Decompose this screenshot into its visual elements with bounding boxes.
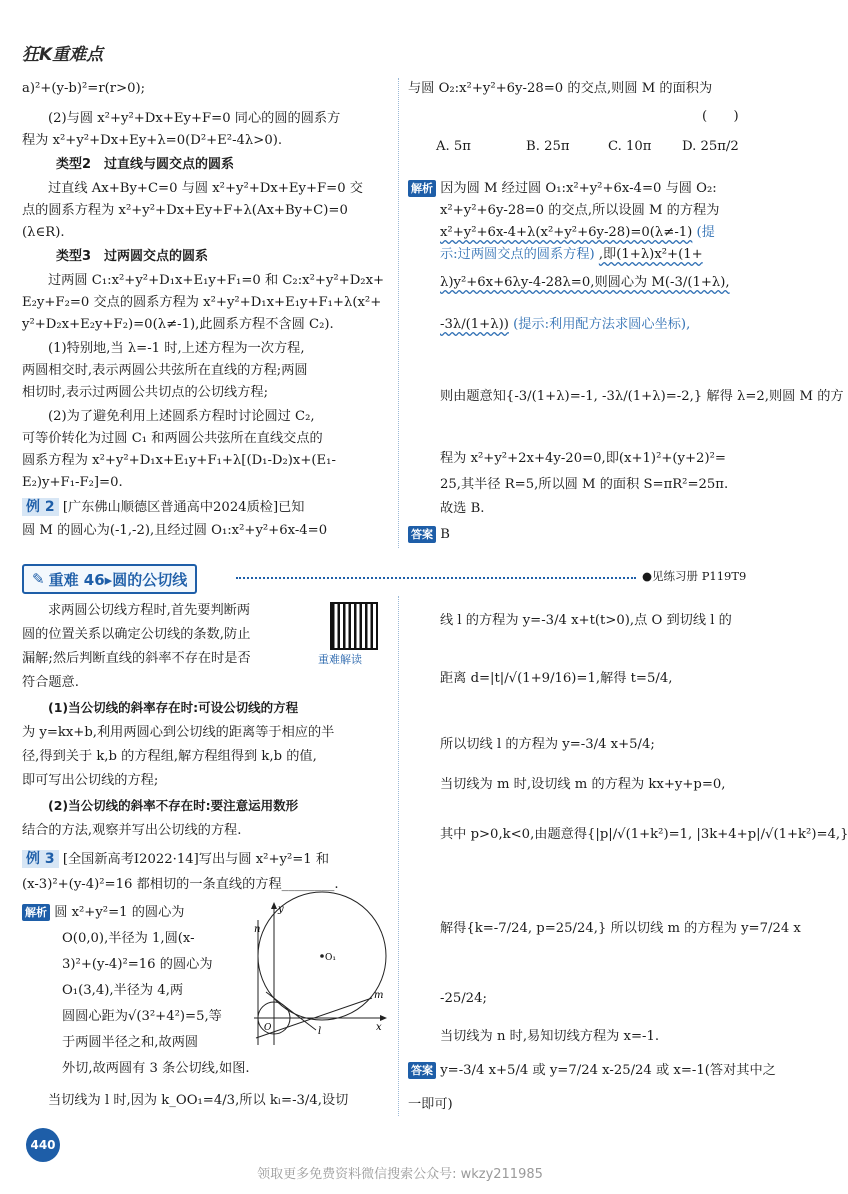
analysis-formula: -3λ/(1+λ)) <box>440 317 509 332</box>
analysis-text: 因为圆 M 经过圆 O₁:x²+y²+6x-4=0 与圆 O₂: <box>440 181 717 196</box>
option-a: A. 5π <box>436 139 471 154</box>
answer3-text: y=-3/4 x+5/4 或 y=7/24 x-25/24 或 x=-1(答对其中之 <box>440 1063 776 1078</box>
solution-line: 线 l 的方程为 y=-3/4 x+t(t>0),点 O 到切线 l 的 <box>440 613 732 628</box>
text-line: 可等价转化为过圆 C₁ 和两圆公共弦所在直线交点的 <box>22 431 323 446</box>
x-axis-arrow <box>380 1015 387 1021</box>
footer-watermark: 领取更多免费资料微信搜索公众号: wkzy211985 <box>257 1167 543 1182</box>
analysis-formula: ,即(1+λ)x²+(1+ <box>598 247 703 262</box>
text-line: 漏解;然后判断直线的斜率不存在时是否 <box>22 651 251 666</box>
label-m: m <box>374 990 384 1001</box>
label-o: O <box>264 1023 272 1033</box>
answer3-label: 答案 <box>408 1062 436 1079</box>
answer3-line <box>408 1064 776 1077</box>
analysis-label: 解析 <box>408 180 436 197</box>
example2-source: [广东佛山顺德区普通高中2024质检]已知 <box>62 500 305 515</box>
section-header <box>22 564 197 594</box>
hint-text: (提 <box>696 225 715 240</box>
answer3-line: 一即可) <box>408 1097 453 1112</box>
question-line: 与圆 O₂:x²+y²+6y-28=0 的交点,则圆 M 的面积为 <box>408 81 713 96</box>
text-line: 过直线 Ax+By+C=0 与圆 x²+y²+Dx+Ey+F=0 交 <box>48 181 363 196</box>
text-line: y²+D₂x+E₂y+F₂)=0(λ≠-1),此圆系方程不含圆 C₂). <box>22 317 334 332</box>
analysis-line <box>440 248 703 261</box>
analysis3-line: 圆圆心距为√(3²+4²)=5,等 <box>62 1009 222 1024</box>
type3-heading: 类型3 过两圆交点的圆系 <box>56 249 209 264</box>
analysis-line: 则由题意知{-3/(1+λ)=-1, -3λ/(1+λ)=-2,} 解得 λ=2,则圆 M 的方 <box>440 389 844 404</box>
section-rule <box>236 577 636 579</box>
text-line: (2)为了避免利用上述圆系方程时讨论圆过 C₂, <box>48 409 315 424</box>
text-line: 圆系方程为 x²+y²+D₁x+E₁y+F₁+λ[(D₁-D₂)x+(E₁- <box>22 453 336 468</box>
analysis3-label: 解析 <box>22 904 50 921</box>
analysis3-line: 于两圆半径之和,故两圆 <box>62 1035 199 1050</box>
section-icon: ✎ <box>32 570 45 588</box>
text-line: 两圆相交时,表示两圆公共弦所在直线的方程;两圆 <box>22 363 308 378</box>
hint-text: (提示:利用配方法求圆心坐标), <box>513 317 691 332</box>
solution-line: 当切线为 m 时,设切线 m 的方程为 kx+y+p=0, <box>440 777 726 792</box>
analysis-line: 故选 B. <box>440 501 485 516</box>
analysis3-line <box>22 906 184 919</box>
analysis-line: λ)y²+6x+6λy-4-28λ=0,则圆心为 M(-3/(1+λ), <box>440 275 730 290</box>
label-x: x <box>376 1022 382 1033</box>
analysis3-line: 3)²+(y-4)²=16 的圆心为 <box>62 957 213 972</box>
text-line: 圆的位置关系以确定公切线的条数,防止 <box>22 627 251 642</box>
text-line: (λ∈R). <box>22 225 65 240</box>
analysis-line <box>408 182 717 195</box>
qr-caption: 重难解读 <box>318 653 362 666</box>
text-line: a)²+(y-b)²=r(r>0); <box>22 81 146 96</box>
analysis-formula: x²+y²+6x-4+λ(x²+y²+6y-28)=0(λ≠-1) <box>440 225 693 240</box>
text-line: (2)当公切线的斜率不存在时:要注意运用数形 <box>48 798 299 813</box>
solution-line: 所以切线 l 的方程为 y=-3/4 x+5/4; <box>440 737 655 752</box>
example2-label: 例 2 <box>22 498 59 516</box>
analysis-line: 程为 x²+y²+2x+4y-20=0,即(x+1)²+(y+2)²= <box>440 451 726 466</box>
option-b: B. 25π <box>526 139 570 154</box>
text-line: E₂)y+F₁-F₂]=0. <box>22 475 123 490</box>
example2-line1 <box>22 500 305 514</box>
label-y: y <box>278 904 284 915</box>
answer-label: 答案 <box>408 526 436 543</box>
page-number: 440 <box>26 1128 60 1162</box>
analysis3-line: O₁(3,4),半径为 4,两 <box>62 983 184 998</box>
option-c: C. 10π <box>608 139 652 154</box>
analysis3-line: O(0,0),半径为 1,圆(x- <box>62 931 195 946</box>
text-line: 符合题意. <box>22 675 79 690</box>
text-line: 径,得到关于 k,b 的方程组,解方程组得到 k,b 的值, <box>22 749 317 764</box>
answer-paren: ( ) <box>702 109 739 124</box>
solution-line: 解得{k=-7/24, p=25/24,} 所以切线 m 的方程为 y=7/24 x <box>440 921 801 936</box>
example3-line1 <box>22 852 329 866</box>
y-axis-arrow <box>271 902 277 909</box>
text-line: (1)特别地,当 λ=-1 时,上述方程为一次方程, <box>48 341 305 356</box>
solution-line: 距离 d=|t|/√(1+9/16)=1,解得 t=5/4, <box>440 671 673 686</box>
text-line: (2)与圆 x²+y²+Dx+Ey+F=0 同心的圆的圆系方 <box>48 111 341 126</box>
label-n: n <box>254 924 261 935</box>
example2-line2: 圆 M 的圆心为(-1,-2),且经过圆 O₁:x²+y²+6x-4=0 <box>22 523 328 538</box>
analysis3-line: 当切线为 l 时,因为 k_OO₁=4/3,所以 kₗ=-3/4,设切 <box>48 1093 349 1108</box>
qr-code[interactable] <box>330 602 378 650</box>
header-logo: 狂K重难点 <box>22 45 104 65</box>
text-line: 即可写出公切线的方程; <box>22 773 159 788</box>
text-line: 为 y=kx+b,利用两圆心到公切线的距离等于相应的半 <box>22 725 335 740</box>
example3-source: [全国新高考Ⅰ2022·14]写出与圆 x²+y²=1 和 <box>62 852 330 867</box>
tangent-circles-figure <box>252 900 390 1050</box>
label-l: l <box>318 1026 322 1037</box>
analysis-line <box>440 226 715 239</box>
text-line: 过两圆 C₁:x²+y²+D₁x+E₁y+F₁=0 和 C₂:x²+y²+D₂x+ <box>48 273 385 288</box>
analysis-line: x²+y²+6y-28=0 的交点,所以设圆 M 的方程为 <box>440 203 720 218</box>
analysis3-line: 外切,故两圆有 3 条公切线,如图. <box>62 1061 250 1076</box>
type2-heading: 类型2 过直线与圆交点的圆系 <box>56 157 235 172</box>
answer-value: B <box>440 527 450 542</box>
text-line: 程为 x²+y²+Dx+Ey+λ=0(D²+E²-4λ>0). <box>22 133 283 148</box>
column-divider <box>398 596 399 1116</box>
section-title: 重难 46▸圆的公切线 <box>48 570 188 589</box>
solution-line: 当切线为 n 时,易知切线方程为 x=-1. <box>440 1029 660 1044</box>
analysis-line: 25,其半径 R=5,所以圆 M 的面积 S=πR²=25π. <box>440 477 729 492</box>
analysis-line <box>440 318 690 331</box>
analysis3-text: 圆 x²+y²=1 的圆心为 <box>54 905 185 920</box>
hint-text: 示:过两圆交点的圆系方程) <box>440 247 595 262</box>
example3-line2: (x-3)²+(y-4)²=16 都相切的一条直线的方程________. <box>22 877 339 892</box>
example3-label: 例 3 <box>22 850 59 868</box>
text-line: 结合的方法,观察并写出公切线的方程. <box>22 823 242 838</box>
answer-line <box>408 528 450 541</box>
text-line: 点的圆系方程为 x²+y²+Dx+Ey+F+λ(Ax+By+C)=0 <box>22 203 348 218</box>
column-divider <box>398 78 399 548</box>
text-line: 相切时,表示过两圆公共切点的公切线方程; <box>22 385 269 400</box>
solution-line: -25/24; <box>440 991 487 1006</box>
solution-line: 其中 p>0,k<0,由题意得{|p|/√(1+k²)=1, |3k+4+p|/√(1+k²)=4,} <box>440 827 848 842</box>
center-o1-dot <box>320 954 324 958</box>
option-d: D. 25π/2 <box>682 139 739 154</box>
text-line: 求两圆公切线方程时,首先要判断两 <box>48 603 251 618</box>
section-reference: ●见练习册 P119T9 <box>642 569 747 583</box>
text-line: (1)当公切线的斜率存在时:可设公切线的方程 <box>48 700 299 715</box>
label-o1: O₁ <box>325 953 336 963</box>
text-line: E₂y+F₂=0 交点的圆系方程为 x²+y²+D₁x+E₁y+F₁+λ(x²+ <box>22 295 382 310</box>
